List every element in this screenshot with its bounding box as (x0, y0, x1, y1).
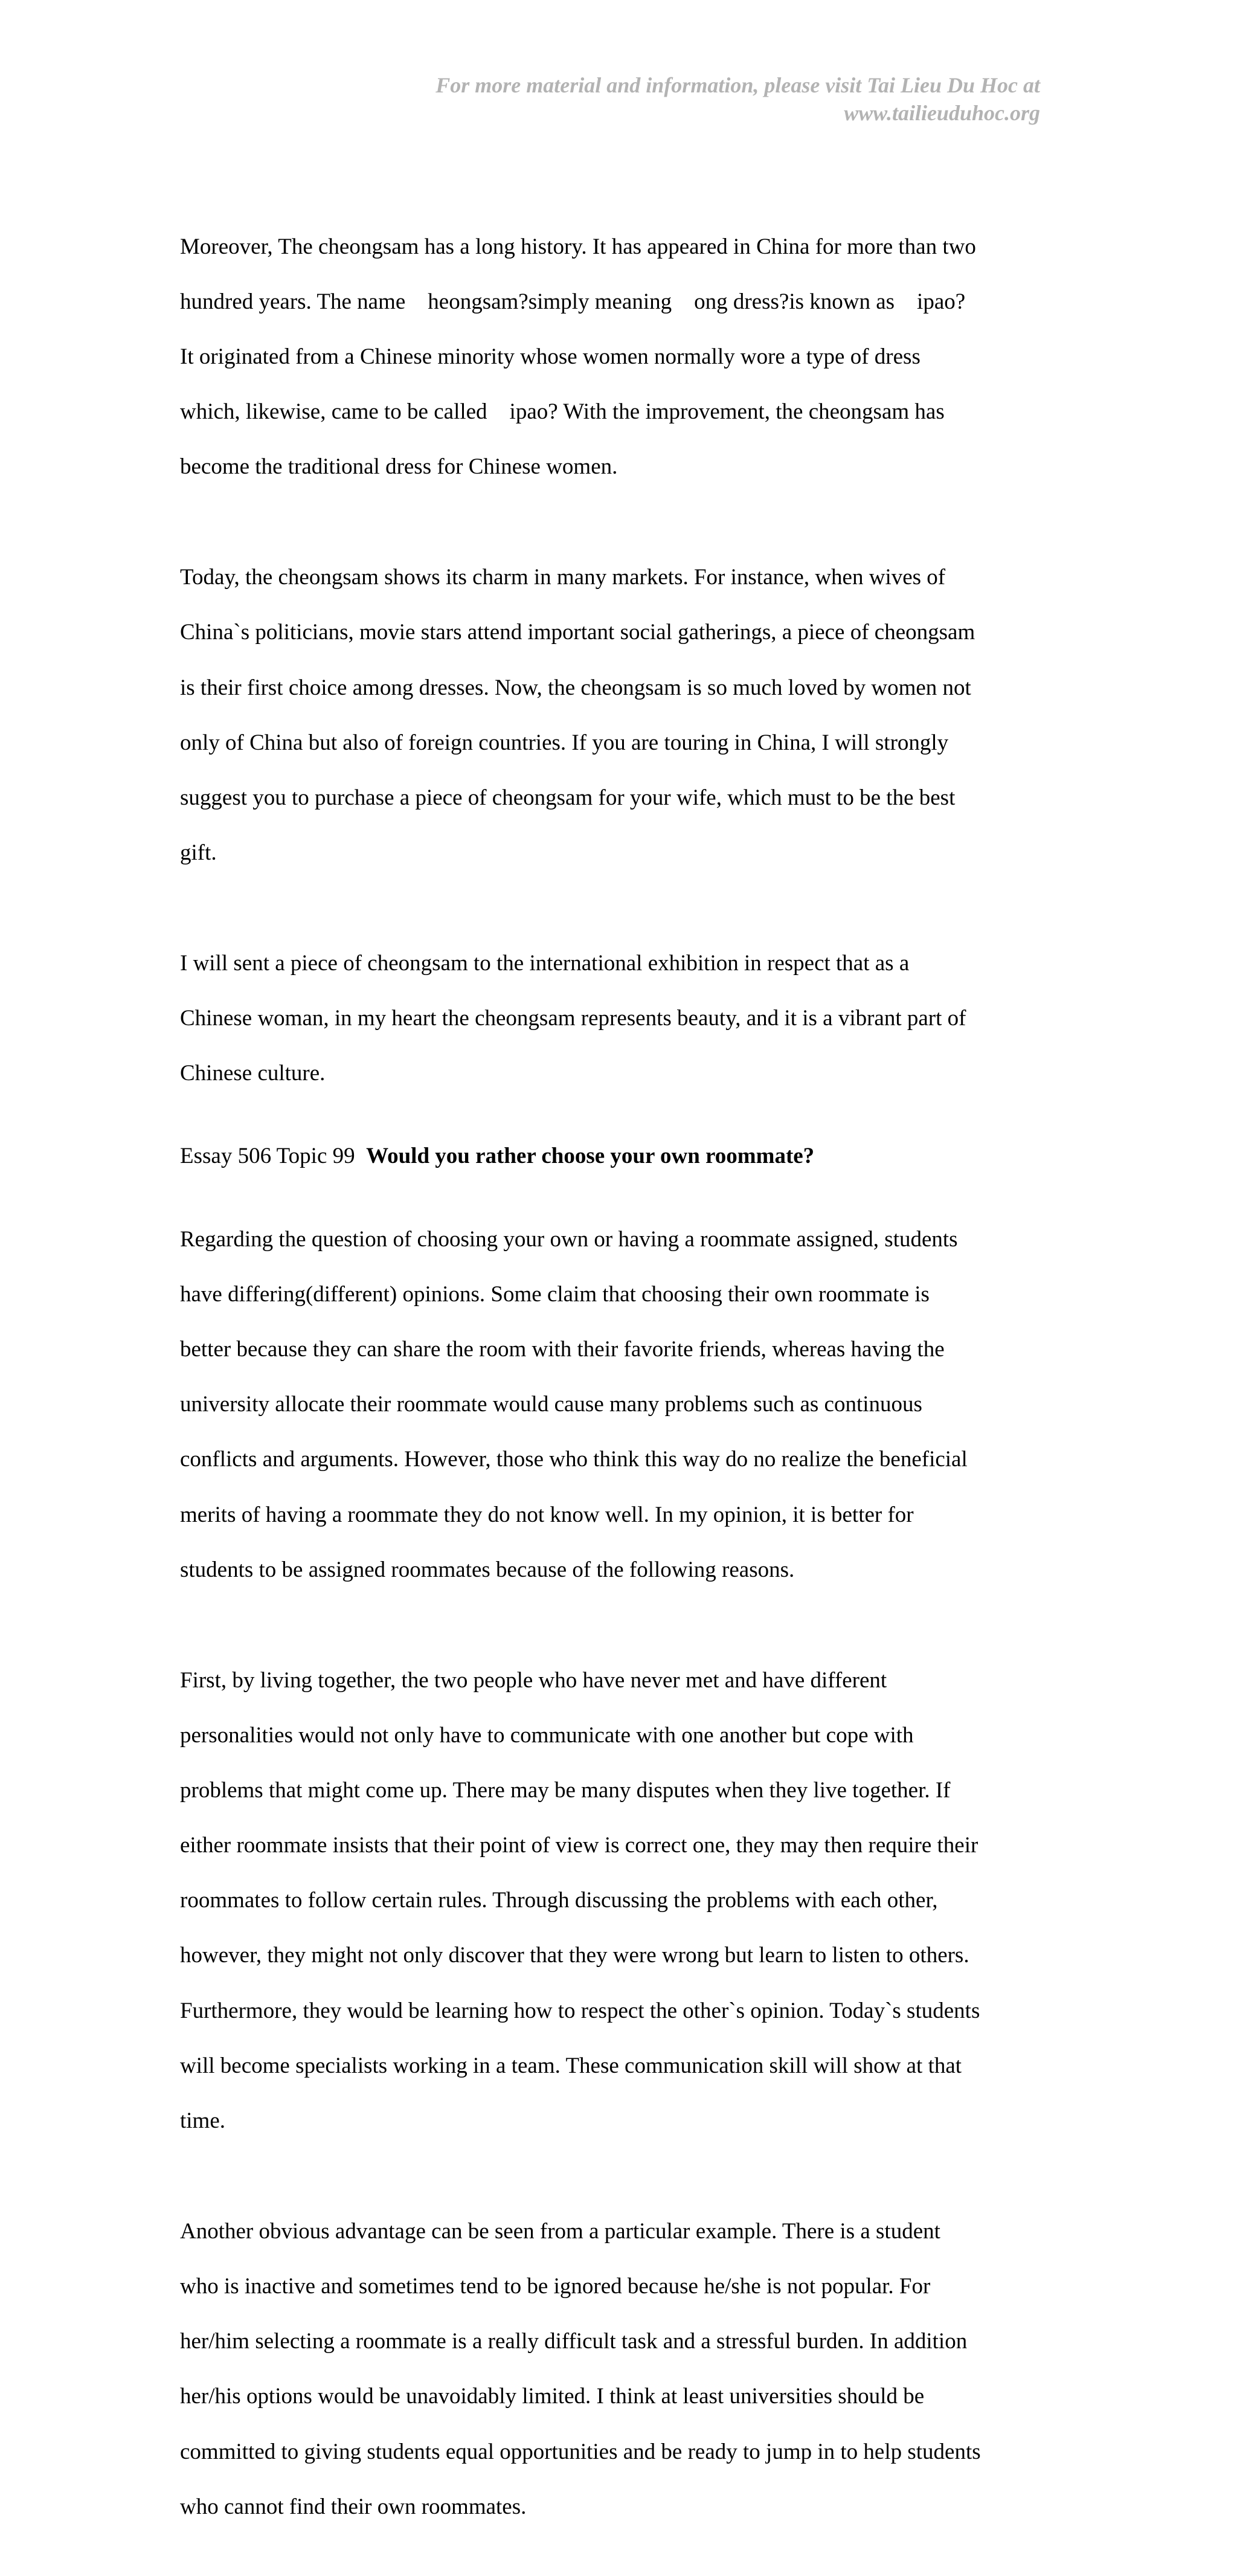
text-line: I will sent a piece of cheongsam to the international exhibition in respect that as a (180, 950, 910, 976)
text-line: have differing(different) opinions. Some claim that choosing their own roommate is (180, 1281, 930, 1307)
text-line: Chinese culture. (180, 1061, 326, 1086)
paragraph-roommate-intro (180, 1198, 1062, 1611)
text-line: better because they can share the room with their favorite friends, whereas having the (180, 1336, 945, 1362)
essay-heading (180, 1142, 1062, 1170)
paragraph-cheongsam-history (180, 205, 1062, 509)
page-header (194, 71, 1040, 127)
document-body (180, 205, 1062, 2576)
text-line: Another obvious advantage can be seen from a particular example. There is a student (180, 2218, 940, 2244)
text-line: students to be assigned roommates because of the following reasons. (180, 1557, 795, 1582)
text-line: Furthermore, they would be learning how to respect the other`s opinion. Today`s students (180, 1998, 980, 2023)
text-line: China`s politicians, movie stars attend important social gatherings, a piece of cheongsam (180, 620, 975, 645)
essay-title: Would you rather choose your own roommate? (366, 1144, 815, 1169)
text-line: Regarding the question of choosing your own or having a roommate assigned, students (180, 1226, 958, 1252)
text-line: roommates to follow certain rules. Through discussing the problems with each other, (180, 1888, 938, 1913)
text-line: become the traditional dress for Chinese women. (180, 454, 618, 480)
text-line: problems that might come up. There may be many disputes when they live together. If (180, 1777, 951, 1803)
text-line: will become specialists working in a team. These communication skill will show at that (180, 2053, 962, 2078)
text-line: her/him selecting a roommate is a really difficult task and a stressful burden. In addition (180, 2329, 968, 2354)
text-line: who cannot find their own roommates. (180, 2494, 527, 2519)
header-line-1: For more material and information, please visit Tai Lieu Du Hoc at (435, 73, 1040, 97)
text-line: either roommate insists that their point of view is correct one, they may then require their (180, 1833, 978, 1858)
text-line: It originated from a Chinese minority whose women normally wore a type of dress (180, 344, 921, 369)
text-line: hundred years. The name heongsam?simply meaning ong dress?is known as ipao? (180, 289, 966, 314)
header-url: www.tailieuduhoc.org (844, 101, 1040, 125)
text-line: committed to giving students equal opportunities and be ready to jump in to help students (180, 2439, 981, 2464)
paragraph-cheongsam-today (180, 536, 1062, 895)
text-line: Moreover, The cheongsam has a long history. It has appeared in China for more than two (180, 234, 976, 259)
text-line: which, likewise, came to be called ipao? With the improvement, the cheongsam has (180, 399, 945, 425)
text-line: who is inactive and sometimes tend to be ignored because he/she is not popular. For (180, 2273, 931, 2299)
text-line: her/his options would be unavoidably limited. I think at least universities should be (180, 2384, 925, 2409)
text-line: is their first choice among dresses. Now, the cheongsam is so much loved by women not (180, 675, 971, 700)
text-line: only of China but also of foreign countries. If you are touring in China, I will strongly (180, 730, 949, 755)
text-line: conflicts and arguments. However, those who think this way do no realize the beneficial (180, 1447, 968, 1472)
text-line: Chinese woman, in my heart the cheongsam represents beauty, and it is a vibrant part of (180, 1006, 966, 1031)
essay-label: Essay 506 Topic 99 (180, 1144, 367, 1169)
text-line: Today, the cheongsam shows its charm in many markets. For instance, when wives of (180, 565, 946, 590)
text-line: time. (180, 2108, 226, 2133)
text-line: suggest you to purchase a piece of cheongsam for your wife, which must to be the best (180, 785, 956, 810)
text-line: First, by living together, the two people who have never met and have different (180, 1667, 887, 1693)
paragraph-roommate-first (180, 1639, 1062, 2162)
text-line: however, they might not only discover that they were wrong but learn to listen to others. (180, 1943, 969, 1968)
paragraph-cheongsam-conclusion (180, 922, 1062, 1115)
text-line: personalities would not only have to communicate with one another but cope with (180, 1722, 914, 1748)
paragraph-roommate-second (180, 2190, 1062, 2548)
text-line: merits of having a roommate they do not know well. In my opinion, it is better for (180, 1502, 914, 1527)
text-line: university allocate their roommate would cause many problems such as continuous (180, 1392, 922, 1417)
text-line: gift. (180, 840, 217, 866)
